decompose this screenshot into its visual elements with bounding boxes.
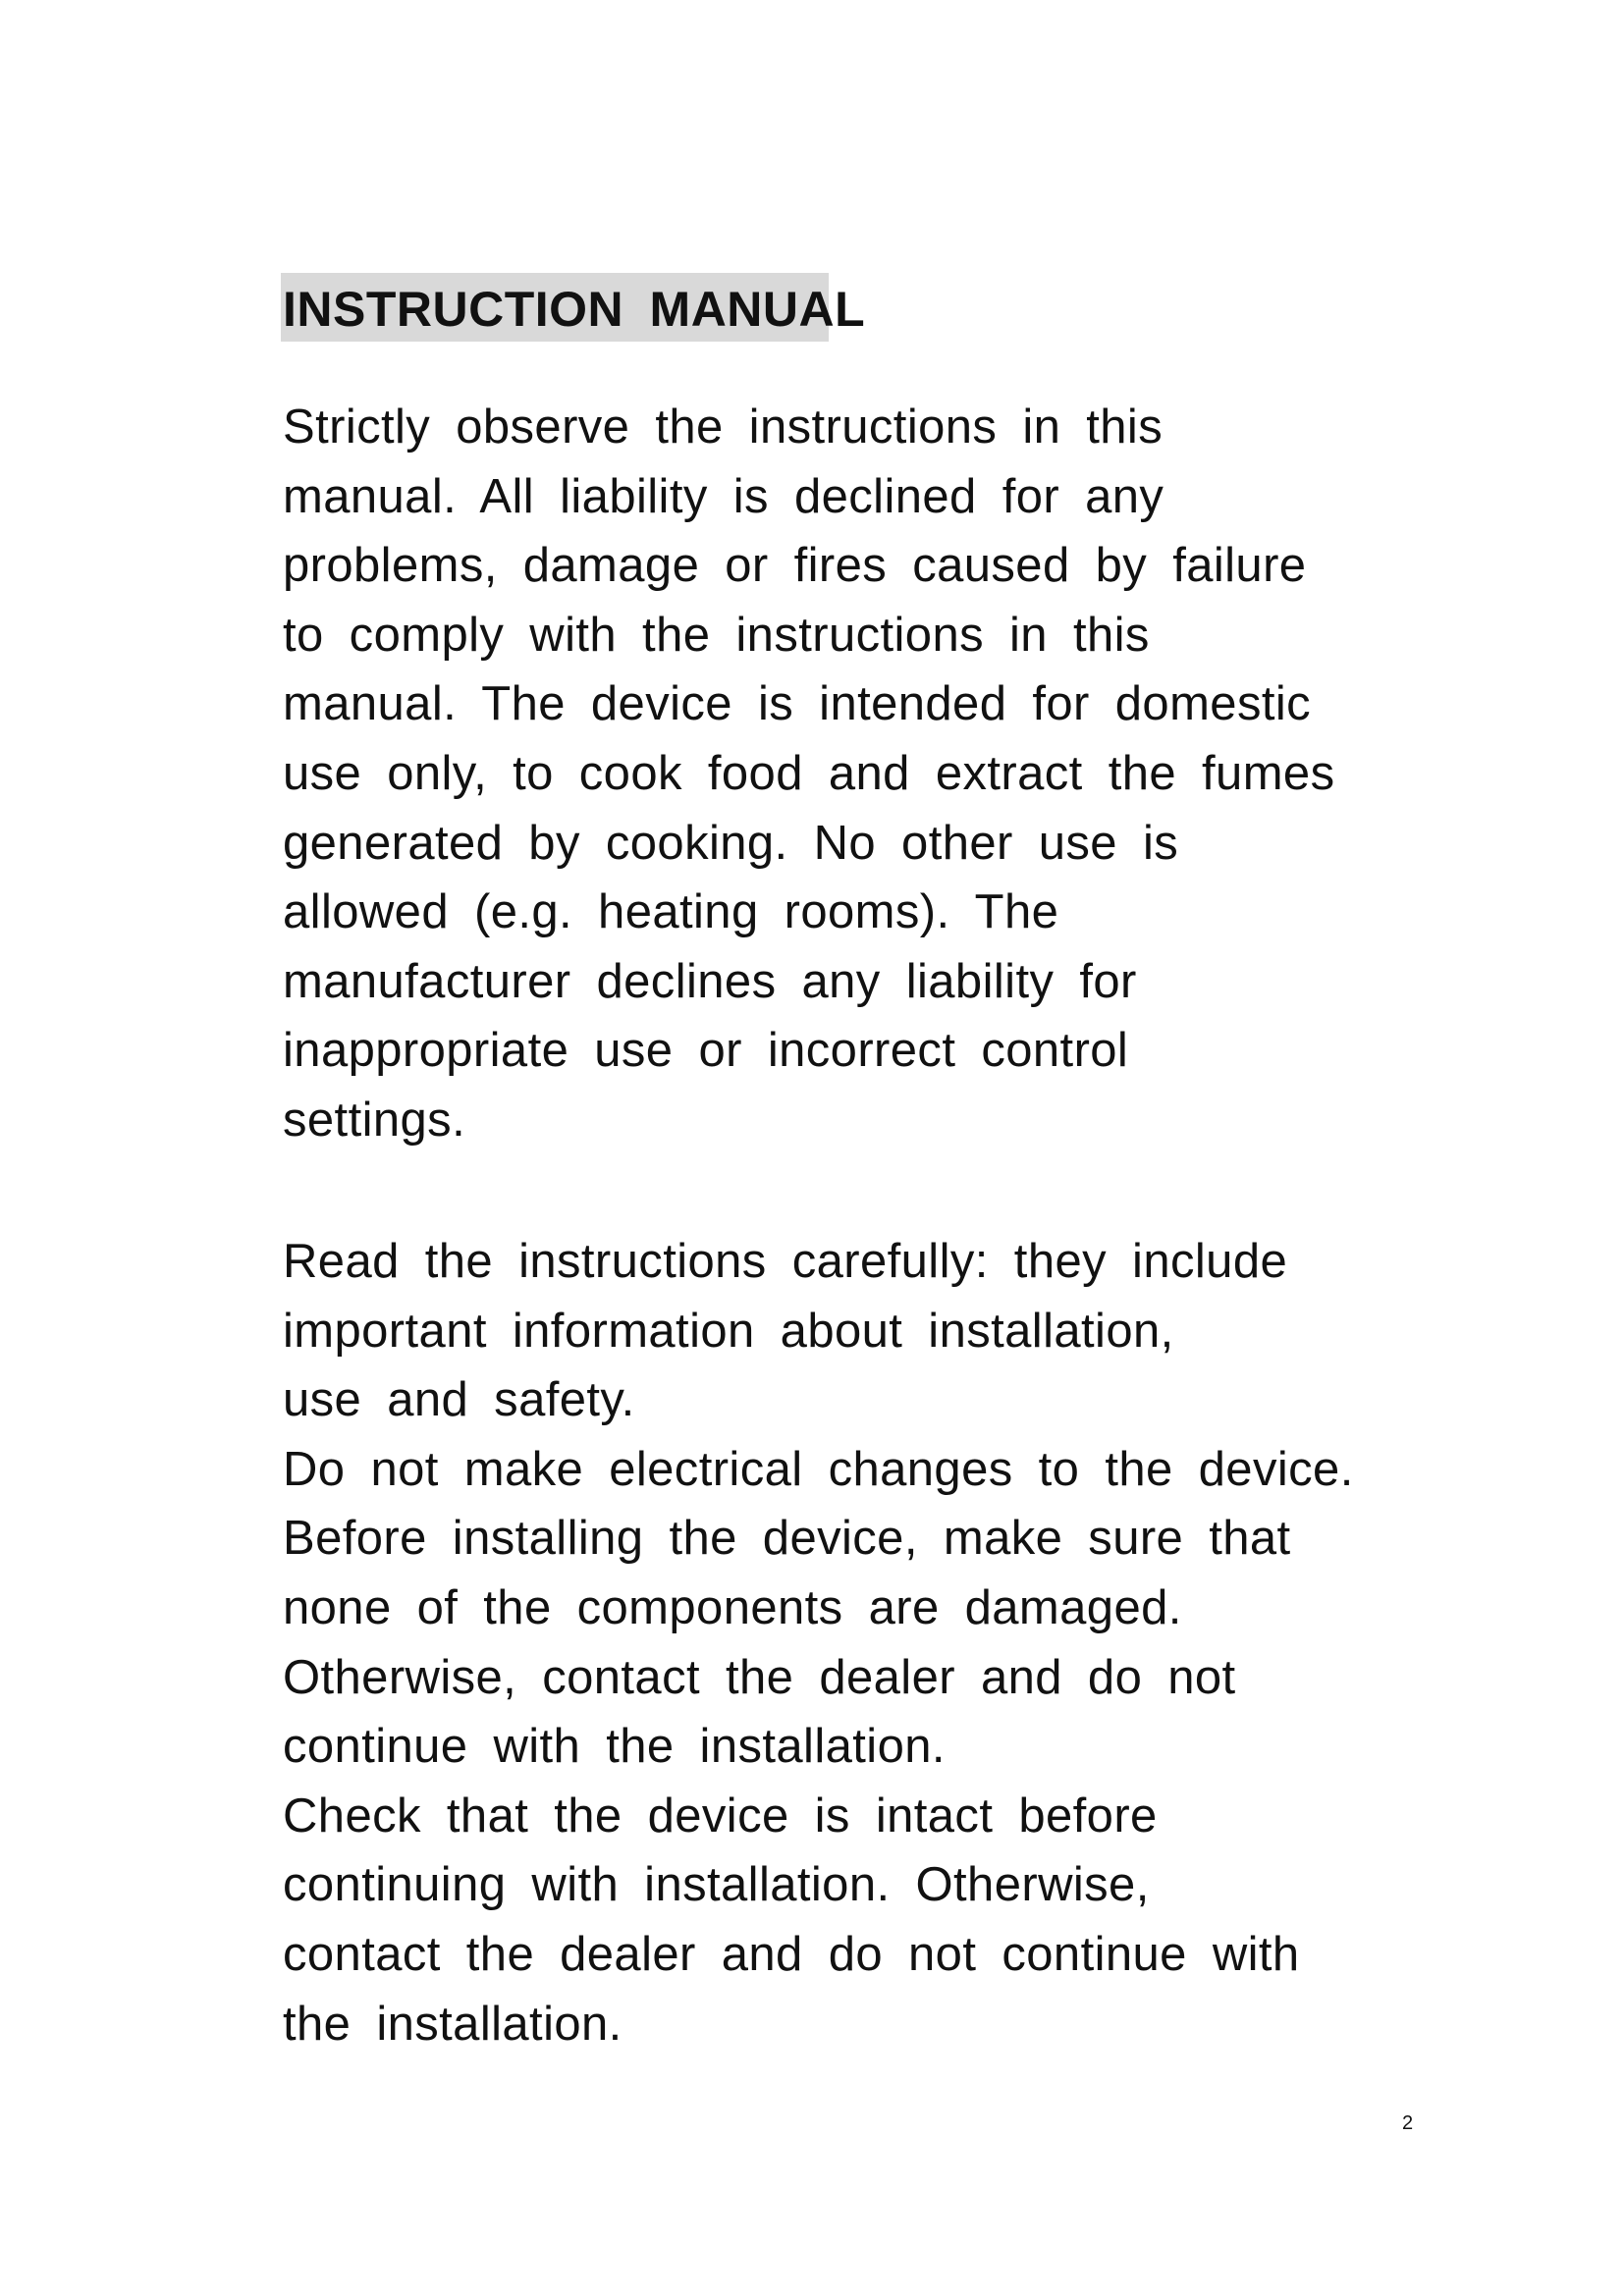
text-line: manufacturer declines any liability for xyxy=(283,954,1137,1008)
text-line: settings. xyxy=(283,1093,466,1147)
text-line: Read the instructions carefully: they include xyxy=(283,1235,1288,1288)
text-line: to comply with the instructions in this xyxy=(283,608,1150,662)
page-title: INSTRUCTION MANUAL xyxy=(283,282,866,337)
paragraph-liability xyxy=(283,393,1461,1155)
text-line: continuing with installation. Otherwise, xyxy=(283,1858,1150,1912)
text-line: Strictly observe the instructions in this xyxy=(283,400,1164,454)
page-number: 2 xyxy=(1402,2112,1414,2134)
text-line: inappropriate use or incorrect control xyxy=(283,1024,1129,1078)
text-line: allowed (e.g. heating rooms). The xyxy=(283,885,1059,939)
text-line: problems, damage or fires caused by failure xyxy=(283,539,1307,593)
text-line: the installation. xyxy=(283,1997,623,2051)
text-line: none of the components are damaged. xyxy=(283,1580,1182,1634)
text-line: Before installing the device, make sure that xyxy=(283,1512,1291,1566)
text-line: Check that the device is intact before xyxy=(283,1789,1158,1842)
text-line: manual. The device is intended for domestic xyxy=(283,677,1312,731)
text-line: Otherwise, contact the dealer and do not xyxy=(283,1650,1236,1704)
paragraph-safety xyxy=(283,1227,1461,2058)
text-line: manual. All liability is declined for any xyxy=(283,469,1164,523)
text-line: continue with the installation. xyxy=(283,1720,946,1774)
text-line: Do not make electrical changes to the device. xyxy=(283,1442,1354,1496)
text-line: generated by cooking. No other use is xyxy=(283,816,1179,870)
text-line: use only, to cook food and extract the fumes xyxy=(283,746,1335,800)
text-line: use and safety. xyxy=(283,1373,635,1427)
text-line: contact the dealer and do not continue with xyxy=(283,1927,1300,1981)
text-line: important information about installation, xyxy=(283,1304,1174,1358)
